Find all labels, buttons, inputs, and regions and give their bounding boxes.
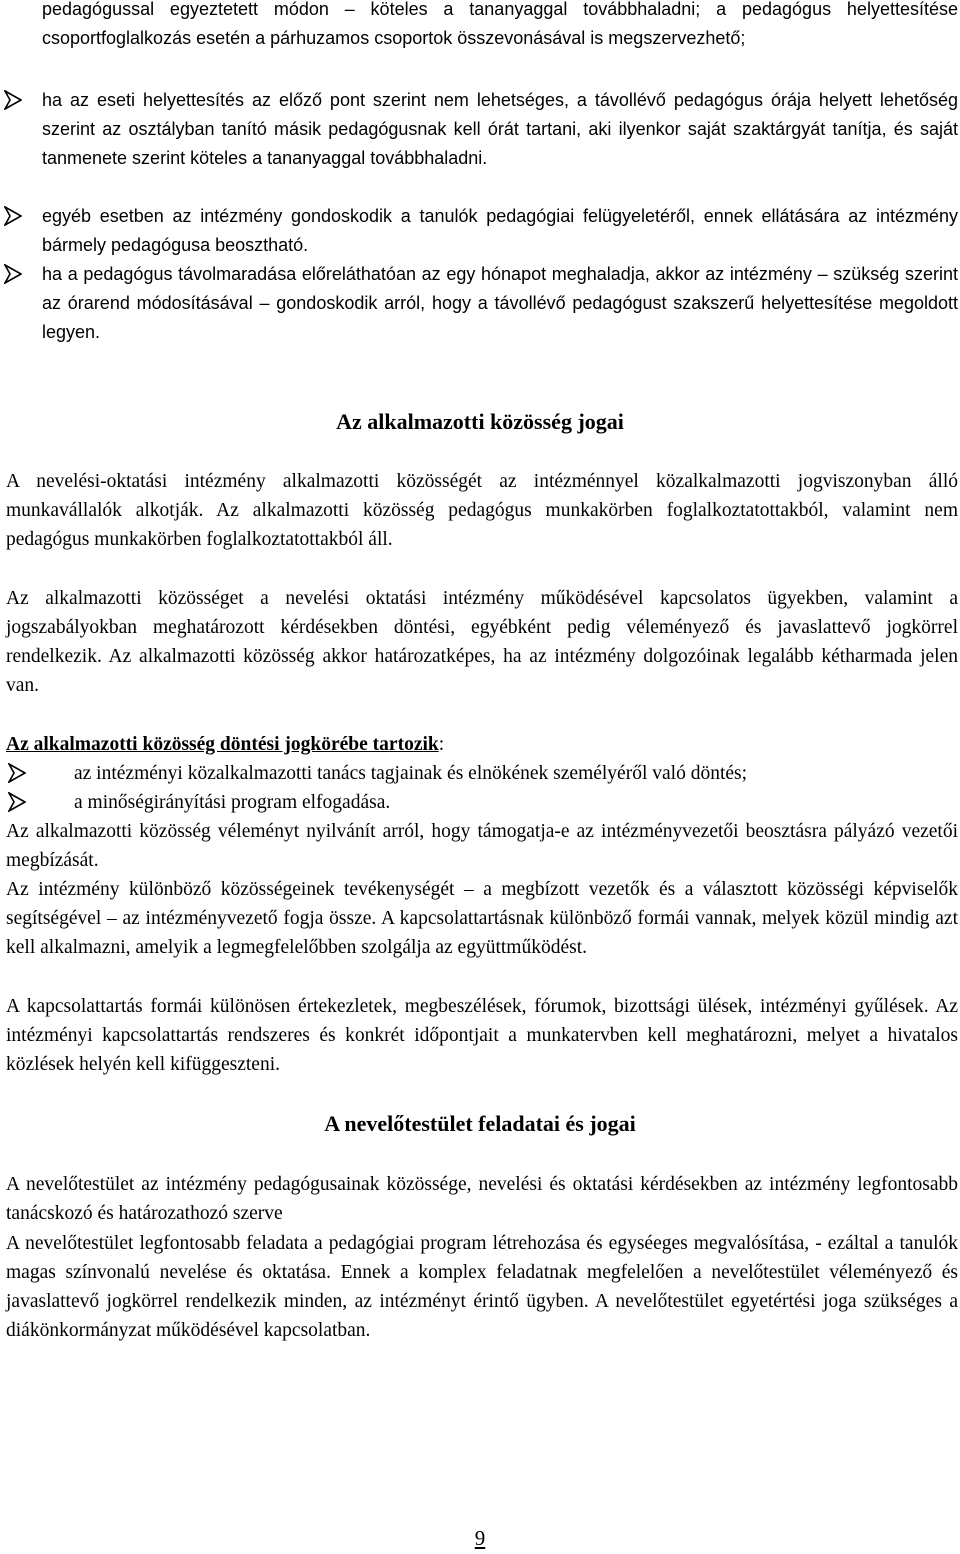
paragraph: Az alkalmazotti közösséget a nevelési oktatási intézmény működésével kapcsolatos ügyekben, valamint a jogszabályokban meghatározott kérdésekben döntési, egyébként pedig véleményező és javaslattevő jogkörrel rendelkezik. Az alkalmazotti közösség akkor határozatképes, ha az intézmény dolgozóinak legalább kétharmada jelen van. bbox=[6, 588, 958, 696]
paragraph: A nevelőtestület legfontosabb feladata a pedagógiai program létrehozása és egyséeges megvalósítása, - ezáltal a tanulók magas színvonalú nevelése és oktatása. Ennek a komplex feladatnak megfelelően a nevelőtestület véleményező és javaslattevő jogkörrel rendelkezik minden, az intézményt érintő ügyben. A nevelőtestület egyetértési joga szükséges a diákönkormányzat működésével kapcsolatban. bbox=[6, 1233, 958, 1341]
paragraph: A kapcsolattartás formái különösen értekezletek, megbeszélések, fórumok, bizottsági ülések, intézményi gyűlések. Az intézményi kapcsolattartás rendszeres és konkrét időpontjait a munkatervben kell meghatározni, melyet a hivatalos közlések helyén kell kifüggeszteni. bbox=[6, 996, 958, 1075]
bullet-text: ha a pedagógus távolmaradása előreláthatóan az egy hónapot meghaladja, akkor az intézmény – szükség szerint az órarend módosításával – gondoskodik arról, hogy a távollévő pedagógust szakszerű helyettesítése megoldott legyen. bbox=[42, 264, 958, 342]
section-heading-nevelotestulet: A nevelőtestület feladatai és jogai bbox=[324, 1111, 636, 1136]
list-item bbox=[8, 788, 958, 817]
page-number: 9 bbox=[474, 1526, 486, 1550]
bullet-item bbox=[4, 202, 958, 260]
decision-rights-heading: Az alkalmazotti közösség döntési jogkörébe tartozik bbox=[6, 734, 439, 755]
section-heading-alkalmazotti: Az alkalmazotti közösség jogai bbox=[336, 409, 624, 434]
paragraph: A nevelőtestület az intézmény pedagógusainak közössége, nevelési és oktatási kérdésekben az intézmény legfontosabb tanácskozó és határozathozó szerve bbox=[6, 1174, 958, 1224]
arrow-bullet-icon bbox=[4, 86, 42, 173]
arrow-bullet-icon bbox=[4, 260, 42, 347]
paragraph: A nevelési-oktatási intézmény alkalmazotti közösségét az intézménnyel közalkalmazotti jogviszonyban álló munkavállalók alkotják. Az alkalmazotti közösség pedagógus munkakörben foglalkoztatottakból, valamint nem pedagógus munkakörben foglalkoztatottakból áll. bbox=[6, 471, 958, 550]
bullet-text: ha az eseti helyettesítés az előző pont szerint nem lehetséges, a távollévő pedagógus órája helyett lehetőség szerint az osztályban tanító másik pedagógusnak kell órát tartani, aki ilyenkor saját szaktárgyát tanítja, és saját tanmenete szerint köteles a tananyaggal továbbhaladni. bbox=[42, 90, 958, 168]
list-item-text: az intézményi közalkalmazotti tanács tagjainak és elnökének személyéről való döntés; bbox=[74, 763, 748, 784]
list-item-text: a minőségirányítási program elfogadása. bbox=[74, 792, 391, 813]
intro-continuation: pedagógussal egyeztetett módon – köteles a tananyaggal továbbhaladni; a pedagógus helyettesítése csoportfoglalkozás esetén a párhuzamos csoportok összevonásával is megszervezhető; bbox=[42, 0, 958, 48]
list-item bbox=[8, 759, 958, 788]
paragraph: Az alkalmazotti közösség véleményt nyilvánít arról, hogy támogatja-e az intézményvezetői beosztásra pályázó vezetői megbízását. bbox=[6, 821, 958, 871]
bullet-item bbox=[4, 86, 958, 173]
bullet-text: egyéb esetben az intézmény gondoskodik a tanulók pedagógiai felügyeletéről, ennek ellátására az intézmény bármely pedagógusa beosztható. bbox=[42, 206, 958, 255]
arrow-bullet-icon bbox=[8, 788, 74, 817]
bullet-item bbox=[4, 260, 958, 347]
paragraph: Az intézmény különböző közösségeinek tevékenységét – a megbízott vezetők és a választott közösségi képviselők segítségével – az intézményvezető fogja össze. A kapcsolattartásnak különböző formái vannak, melyek közül mindig azt kell alkalmazni, amelyik a legmegfelelőbben szolgálja az együttműködést. bbox=[6, 879, 958, 958]
arrow-bullet-icon bbox=[4, 202, 42, 260]
arrow-bullet-icon bbox=[8, 759, 74, 788]
decision-rights-lead: Az alkalmazotti közösség döntési jogkörébe tartozik: bbox=[6, 734, 445, 755]
